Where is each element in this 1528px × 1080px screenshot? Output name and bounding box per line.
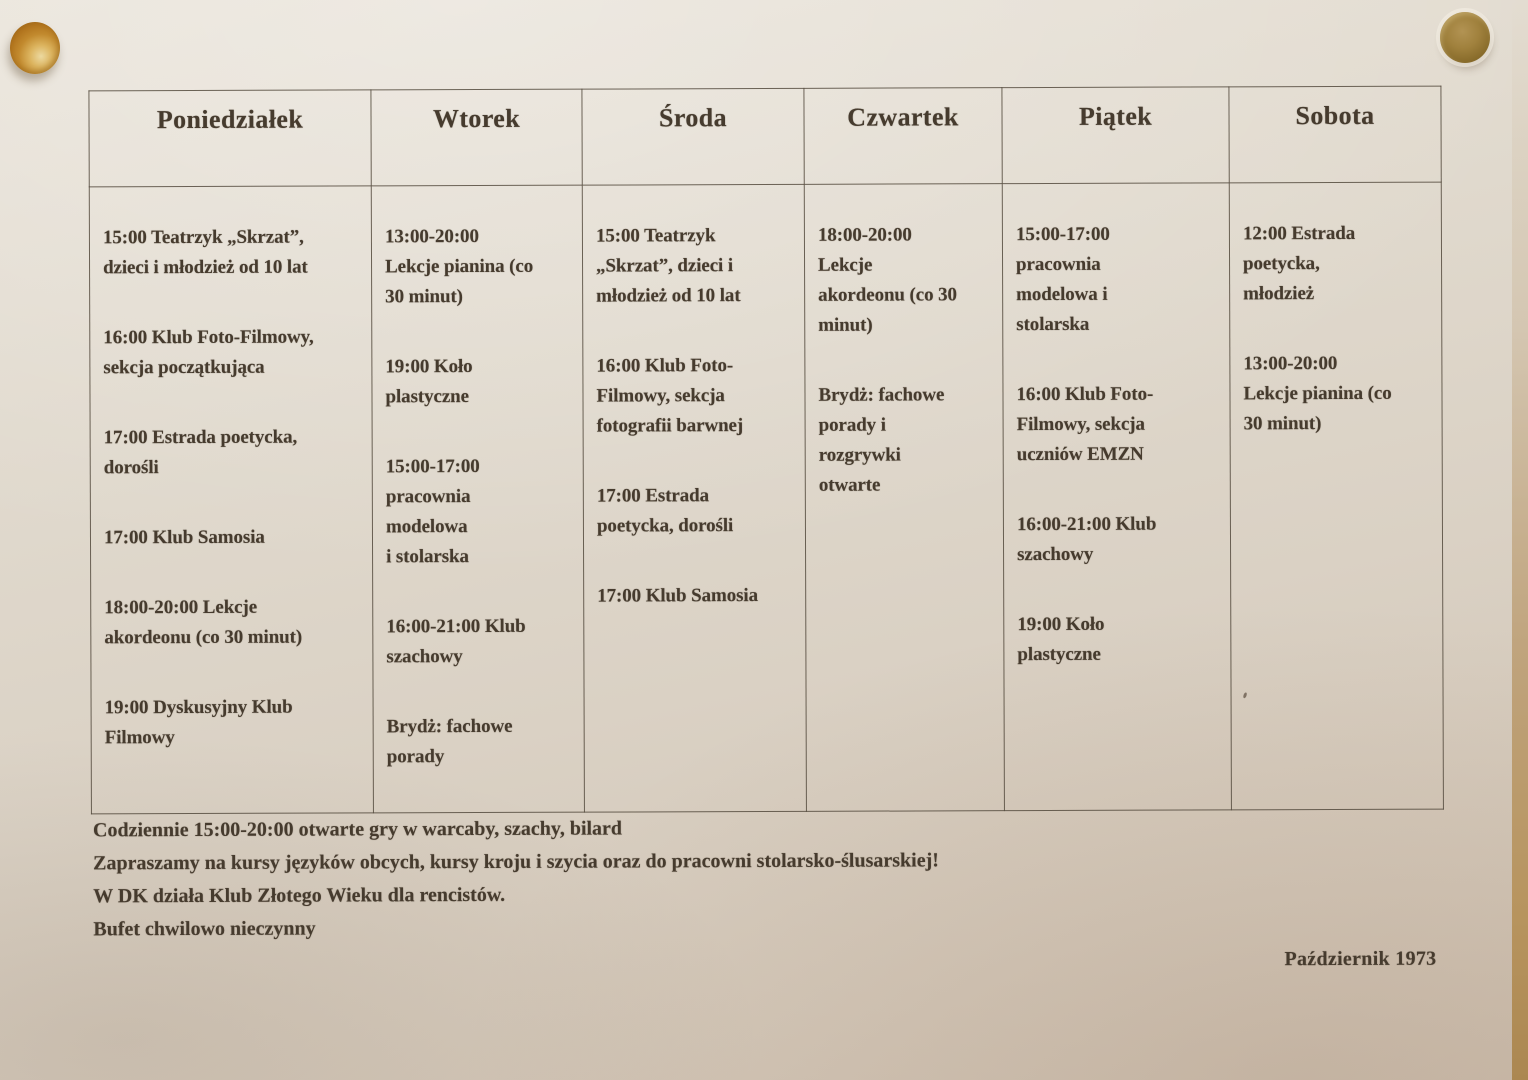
note-line: Zapraszamy na kursy języków obcych, kursy kroju i szycia oraz do pracowni stolarsko-ślusarskiej! [93,849,939,875]
schedule-entry: Brydż: fachowe porady i rozgrywki otwarte [818,384,945,496]
schedule-entry: 19:00 Koło plastyczne [385,356,473,408]
day-column-friday [1002,183,1231,811]
day-column-wednesday [582,184,806,812]
note-line: Codziennie 15:00-20:00 otwarte gry w warcaby, szachy, bilard [92,817,623,842]
header-row [89,86,1441,187]
day-column-tuesday [371,185,584,813]
schedule-table [88,86,1444,815]
date-label: Październik 1973 [1284,947,1437,971]
body-row [89,182,1443,814]
schedule-entry: 17:00 Klub Samosia [597,585,759,607]
schedule-entry: 19:00 Dyskusyjny Klub Filmowy [104,696,293,749]
schedule-entry: Brydż: fachowe porady [386,715,513,768]
day-column-saturday [1229,182,1443,810]
schedule-entry: 18:00-20:00 Lekcje akordeonu (co 30 minut) [104,596,303,649]
day-header-friday: Piątek [1002,87,1229,184]
day-header-thursday: Czwartek [804,88,1002,185]
schedule-entry: 17:00 Estrada poetycka, dorośli [596,485,734,537]
schedule-entry: 16:00-21:00 Klub szachowy [1016,513,1157,566]
schedule-entry: 17:00 Klub Samosia [103,526,265,549]
schedule-entry: 15:00-17:00 pracownia modelowa i stolarska [385,455,480,568]
schedule-entry: 15:00 Teatrzyk „Skrzat”, dzieci i młodzież od 10 lat [595,225,741,307]
schedule-entry: 15:00-17:00 pracownia modelowa i stolarska [1015,223,1110,336]
schedule-entry: 12:00 Estrada poetycka, młodzież [1242,222,1356,305]
day-header-saturday: Sobota [1229,86,1441,183]
note-line: W DK działa Klub Złotego Wieku dla rencistów. [93,883,506,908]
schedule-entry: 16:00 Klub Foto- Filmowy, sekcja uczniów EMZN [1016,383,1154,466]
schedule-entry: 17:00 Estrada poetycka, dorośli [103,426,298,479]
schedule-entry: 18:00-20:00 Lekcje akordeonu (co 30 minut) [817,224,957,336]
schedule-entry: 19:00 Koło plastyczne [1017,613,1105,666]
day-header-tuesday: Wtorek [371,89,582,186]
note-line: Bufet chwilowo nieczynny [93,917,316,941]
notes-section [93,811,939,946]
day-column-monday [89,186,373,814]
day-header-monday: Poniedziałek [89,90,371,187]
day-column-thursday [804,184,1004,812]
schedule-entry: 15:00 Teatrzyk „Skrzat”, dzieci i młodzież od 10 lat [102,226,308,279]
schedule-entry: 13:00-20:00 Lekcje pianina (co 30 minut) [1243,352,1392,435]
schedule-entry: 16:00 Klub Foto-Filmowy, sekcja początkująca [103,326,314,379]
schedule-entry: 16:00 Klub Foto- Filmowy, sekcja fotografii barwnej [596,355,744,437]
schedule-entry: 16:00-21:00 Klub szachowy [386,615,526,668]
schedule-entry: 13:00-20:00 Lekcje pianina (co 30 minut) [384,225,534,308]
day-header-wednesday: Środa [582,88,804,185]
